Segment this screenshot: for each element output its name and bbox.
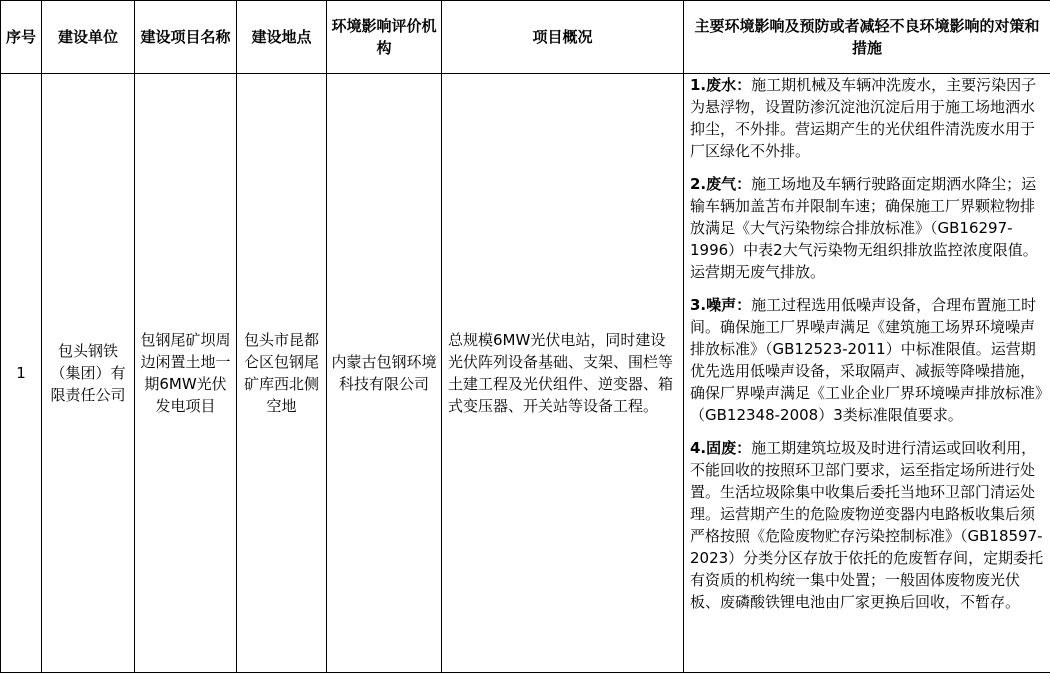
measure-solid-waste [690,437,1044,613]
measure-text: 施工过程选用低噪声设备，合理布置施工时间。确保施工厂界噪声满足《建筑施工场界环境噪声排放标准》（GB12523-2011）中标准限值。运营期优先选用低噪声设备，采取隔声、减振等降噪措施，确保厂界噪声满足《工业企业厂界环境噪声排放标准》（GB12348-2008）3类标准限值要求。 [690,296,1043,424]
table-row [1,74,1050,673]
header-measures: 主要环境影响及预防或者减轻不良环境影响的对策和措施 [684,1,1050,74]
measure-label: 3.噪声： [690,296,752,314]
cell-no: 1 [1,74,42,673]
header-no: 序号 [1,1,42,74]
cell-measures [684,74,1050,673]
header-project: 建设项目名称 [135,1,237,74]
cell-unit: 包头钢铁（集团）有限责任公司 [42,74,135,673]
measure-text: 施工期建筑垃圾及时进行清运或回收利用，不能回收的按照环卫部门要求，运至指定场所进行处置。生活垃圾除集中收集后委托当地环卫部门清运处理。运营期产生的危险废物逆变器内电路板收集后须严格按照《危险废物贮存污染控制标准》（GB18597-2023）分类分区存放于依托的危废暂存间，定期委托有资质的机构统一集中处置；一般固体废物废光伏板、废磷酸铁锂电池由厂家更换后回收，不暂存。 [690,439,1044,611]
measure-exhaust-gas [690,173,1044,283]
measure-noise [690,294,1044,426]
measure-wastewater [690,74,1044,162]
cell-project: 包钢尾矿坝周边闲置土地一期6MW光伏发电项目 [135,74,237,673]
measure-label: 1.废水： [690,76,752,94]
cell-agency: 内蒙古包钢环境科技有限公司 [327,74,442,673]
header-summary: 项目概况 [442,1,684,74]
cell-location: 包头市昆都仑区包钢尾矿库西北侧空地 [237,74,327,673]
measure-text: 施工场地及车辆行驶路面定期洒水降尘；运输车辆加盖苫布并限制车速；确保施工厂界颗粒物排放满足《大气污染物综合排放标准》（GB16297-1996）中表2大气污染物无组织排放监控浓度限值。运营期无废气排放。 [690,175,1038,281]
header-agency: 环境影响评价机构 [327,1,442,74]
measure-text: 施工期机械及车辆冲洗废水，主要污染因子为悬浮物，设置防渗沉淀池沉淀后用于施工场地洒水抑尘，不外排。营运期产生的光伏组件清洗废水用于厂区绿化不外排。 [690,76,1037,160]
cell-summary: 总规模6MW光伏电站，同时建设光伏阵列设备基础、支架、围栏等土建工程及光伏组件、逆变器、箱式变压器、开关站等设备工程。 [442,74,684,673]
measure-label: 2.废气： [690,175,752,193]
header-unit: 建设单位 [42,1,135,74]
header-location: 建设地点 [237,1,327,74]
header-row [1,1,1050,74]
measure-label: 4.固废： [690,439,752,457]
